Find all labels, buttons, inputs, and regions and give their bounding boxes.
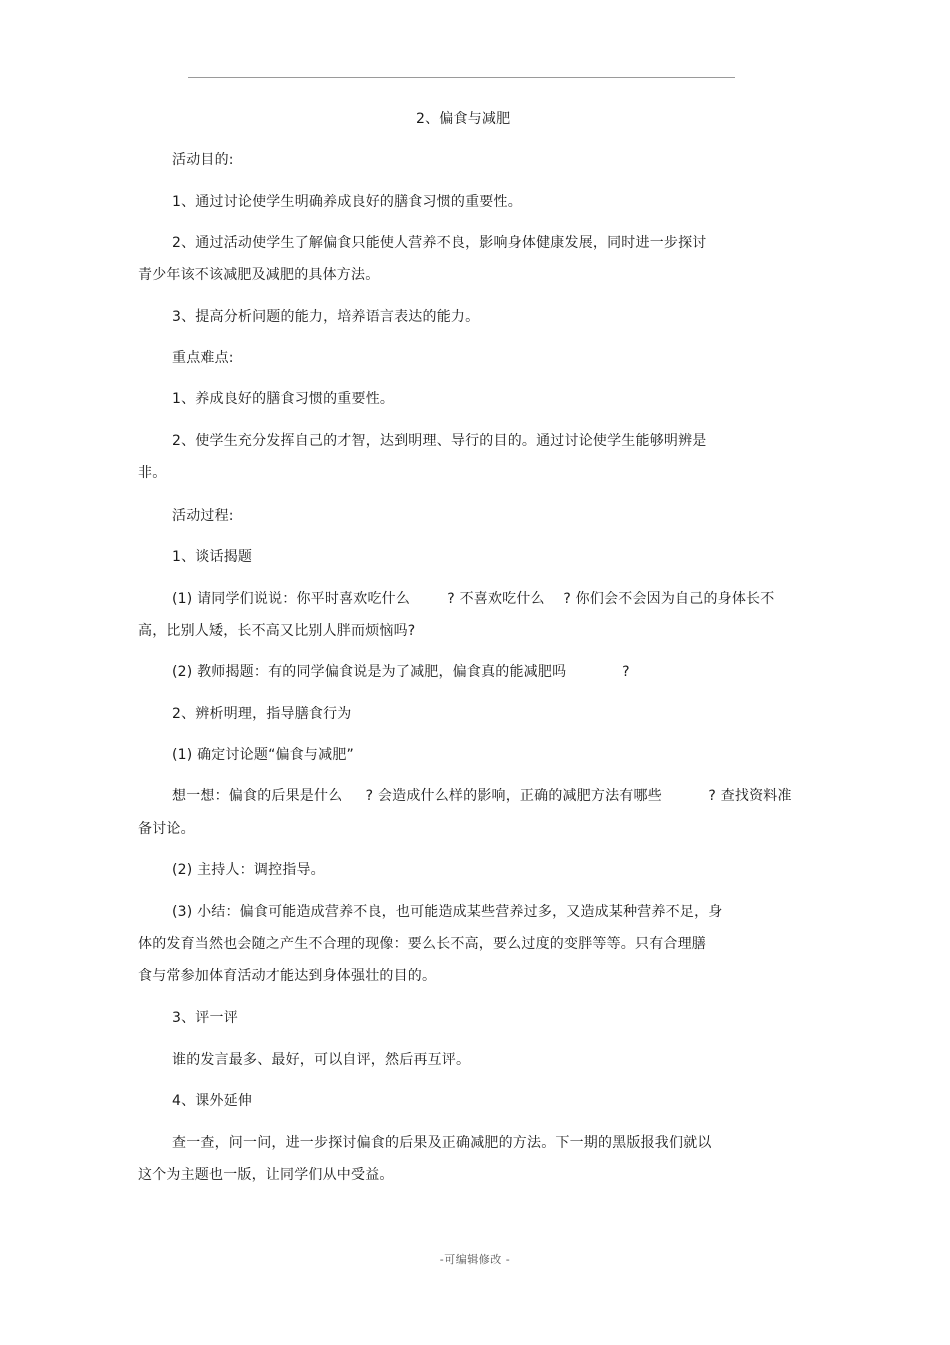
text-line: 重点难点: [172,350,234,366]
text-line: 备讨论。 [138,821,195,837]
text-line: 1、通过讨论使学生明确养成良好的膳食习惯的重要性。 [172,194,522,210]
text-line: 想一想：偏食的后果是什么 ? 会造成什么样的影响，正确的减肥方法有哪些 ? 查找资料准 [172,788,792,804]
text-line: (2) 主持人：调控指导。 [172,862,325,878]
text-line: (1) 请同学们说说：你平时喜欢吃什么 ? 不喜欢吃什么 ? 你们会不会因为自己的身体长不 [172,591,775,607]
text-line: 谁的发言最多、最好，可以自评，然后再互评。 [172,1052,471,1068]
text-line: 2、使学生充分发挥自己的才智，达到明理、导行的目的。通过讨论使学生能够明辨是 [172,433,707,449]
header-rule [188,77,735,78]
section-title: 2、偏食与减肥 [416,111,511,127]
text-line: 2、辨析明理，指导膳食行为 [172,706,352,722]
text-line: 食与常参加体育活动才能达到身体强壮的目的。 [138,968,437,984]
text-line: 这个为主题也一版，让同学们从中受益。 [138,1167,394,1183]
text-line: 3、提高分析问题的能力，培养语言表达的能力。 [172,309,480,325]
text-line: 查一查，问一问，进一步探讨偏食的后果及正确减肥的方法。下一期的黑版报我们就以 [172,1135,712,1151]
text-line: 2、通过活动使学生了解偏食只能使人营养不良，影响身体健康发展，同时进一步探讨 [172,235,707,251]
text-line: 青少年该不该减肥及减肥的具体方法。 [138,267,380,283]
text-line: (2) 教师揭题：有的同学偏食说是为了减肥，偏食真的能减肥吗 ? [172,664,630,680]
page-footer: -可编辑修改 - [439,1253,511,1266]
text-line: 活动目的: [172,152,234,168]
text-line: 4、课外延伸 [172,1093,253,1109]
text-line: 1、谈话揭题 [172,549,253,565]
text-line: 体的发育当然也会随之产生不合理的现像：要么长不高，要么过度的变胖等等。只有合理膳 [138,936,706,952]
text-line: 高，比别人矮，长不高又比别人胖而烦恼吗? [138,623,416,639]
text-line: (3) 小结：偏食可能造成营养不良，也可能造成某些营养过多，又造成某种营养不足，身 [172,904,723,920]
text-line: 1、养成良好的膳食习惯的重要性。 [172,391,395,407]
text-line: 3、评一评 [172,1010,238,1026]
text-line: 非。 [138,465,167,481]
text-line: 活动过程: [172,508,234,524]
text-line: (1) 确定讨论题“偏食与减肥” [172,747,354,763]
